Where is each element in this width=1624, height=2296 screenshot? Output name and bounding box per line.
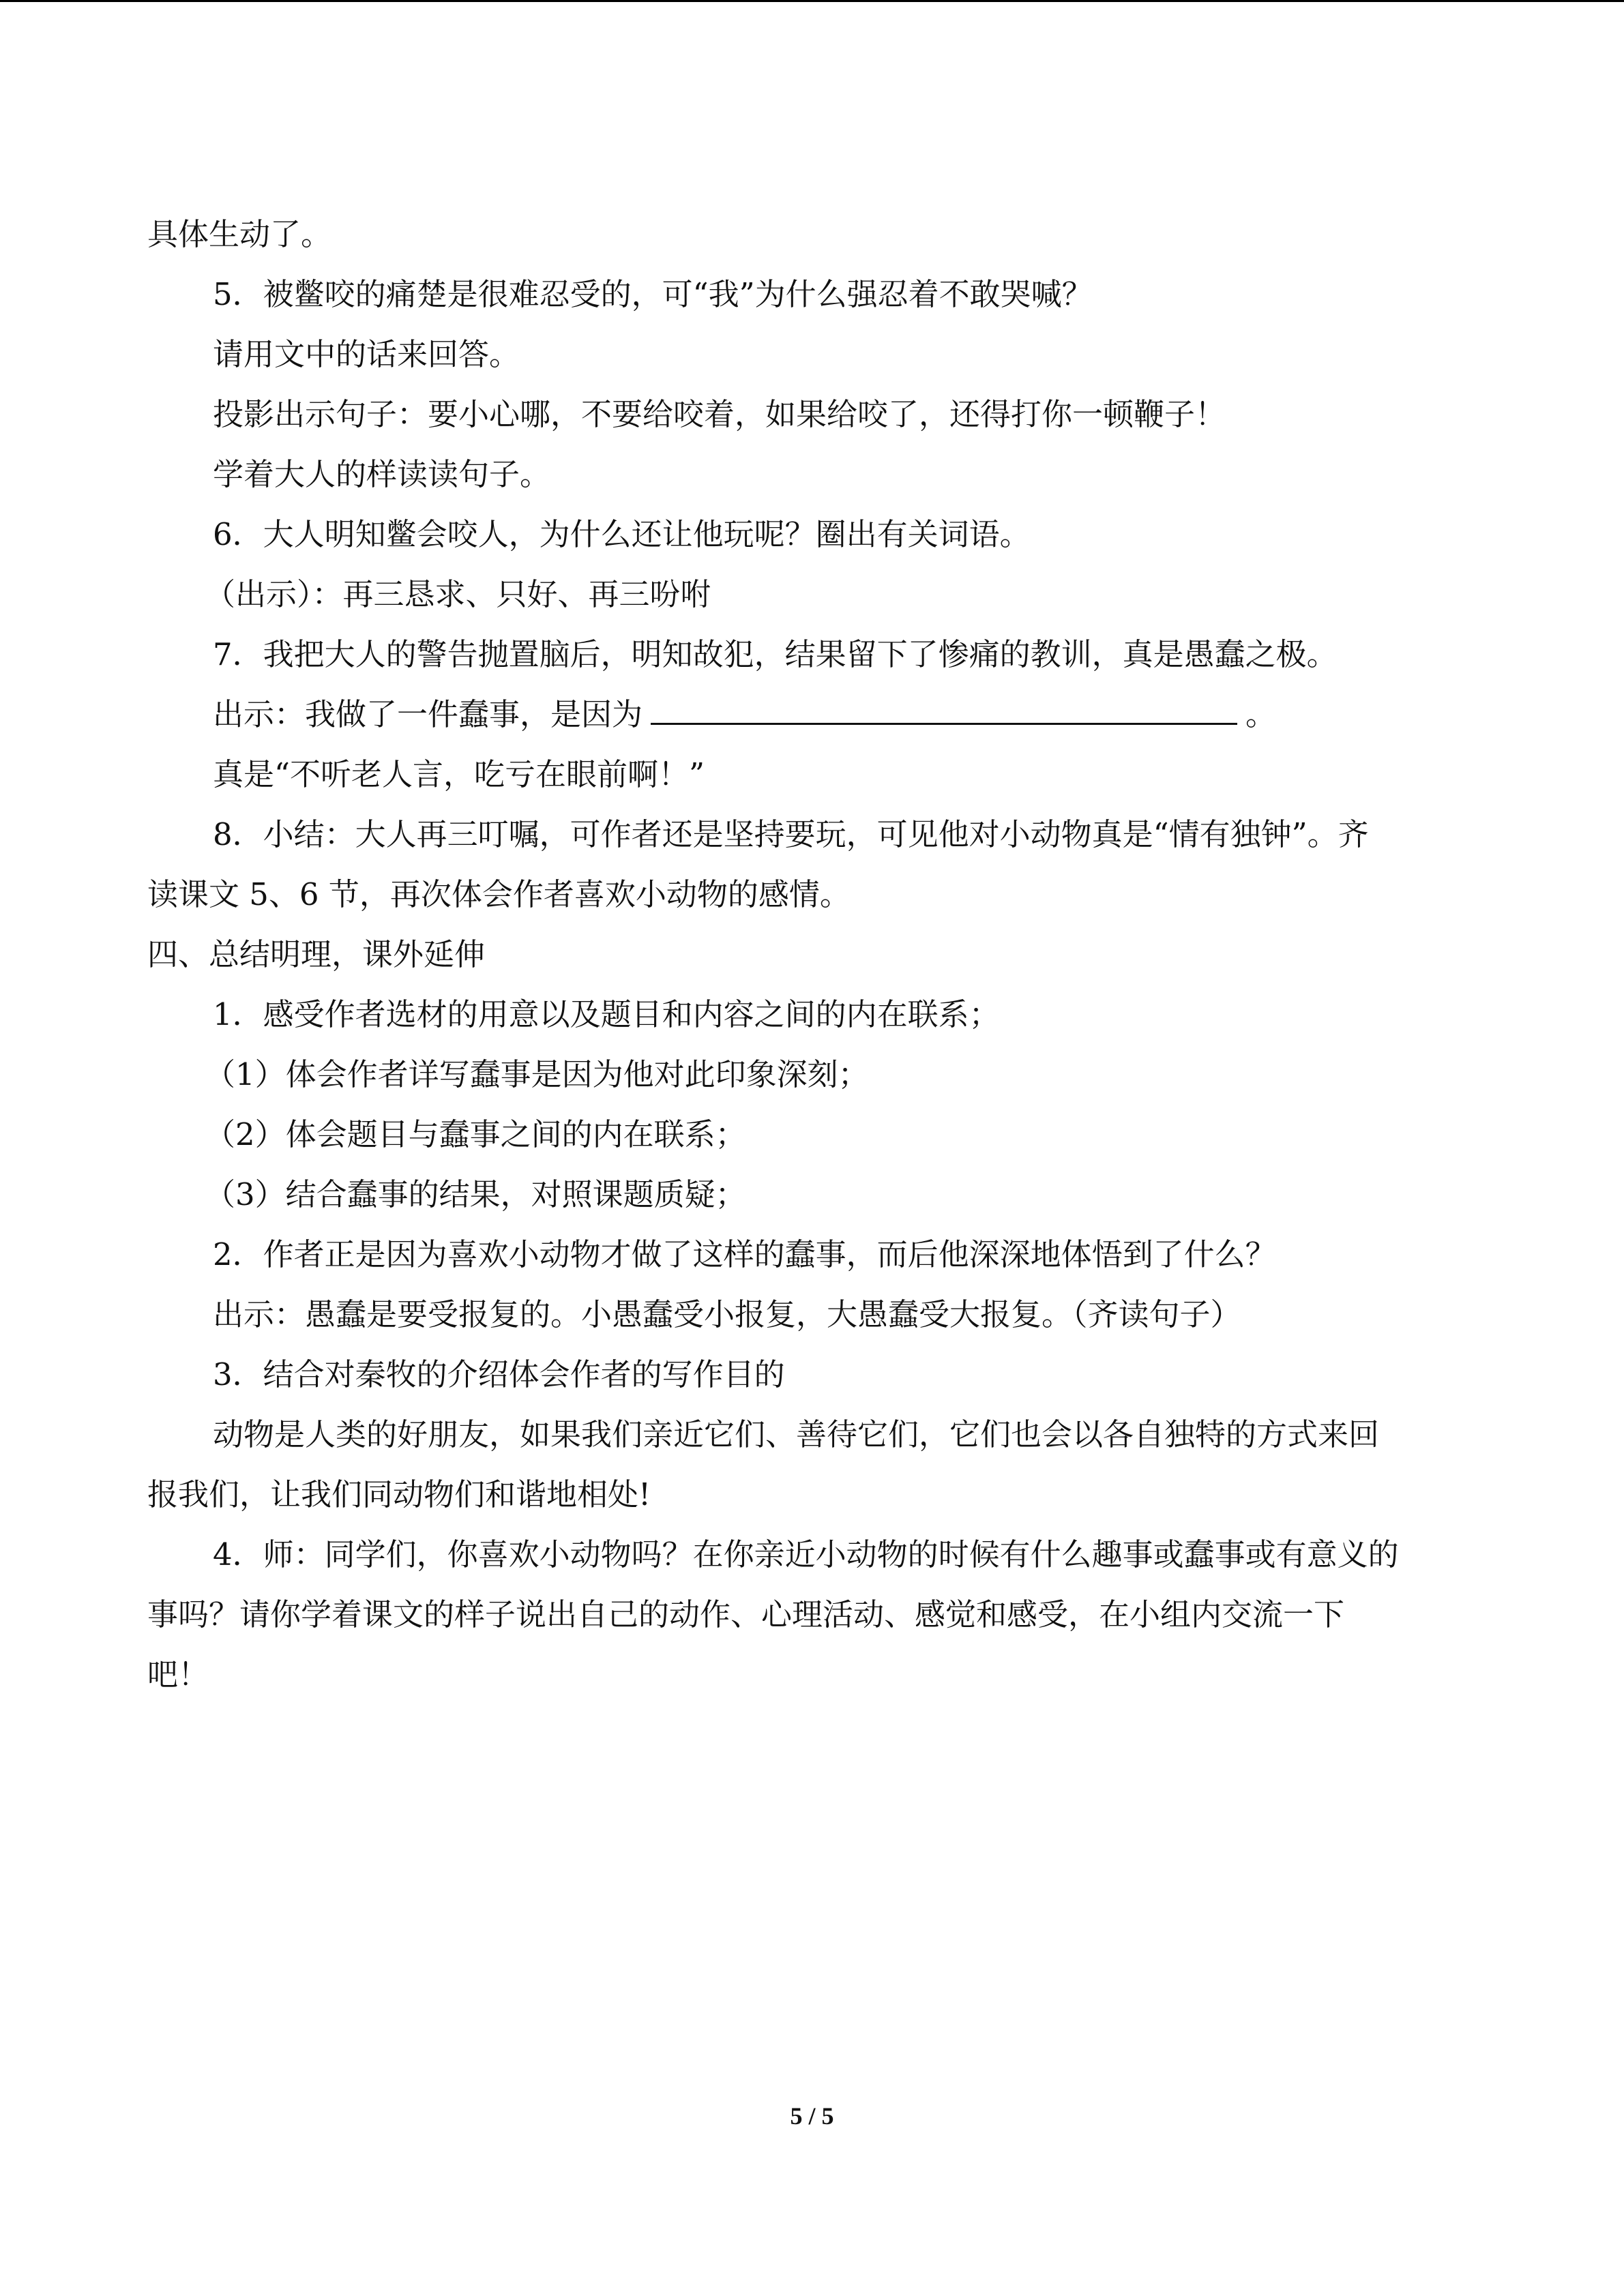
- paragraph-line: 读课文 5、6 节，再次体会作者喜欢小动物的感情。: [147, 876, 851, 912]
- document-body: [147, 205, 1484, 1705]
- summary-8: 8．小结：大人再三叮嘱，可作者还是坚持要玩，可见他对小动物真是“情有独钟”。齐: [213, 816, 1369, 852]
- item-3: 3．结合对秦牧的介绍体会作者的写作目的: [213, 1356, 785, 1392]
- page-number: 5 / 5: [790, 2102, 834, 2130]
- fill-in-sentence: [147, 685, 1484, 745]
- sub-item-3: （3）结合蠢事的结果，对照课题质疑；: [205, 1176, 746, 1212]
- question-6: 6．大人明知鳖会咬人，为什么还让他玩呢？圈出有关词语。: [213, 516, 1031, 552]
- section-heading-4: 四、总结明理，课外延伸: [147, 936, 486, 972]
- paragraph-line: （出示）：再三恳求、只好、再三吩咐: [205, 576, 711, 612]
- paragraph-line: 具体生动了。: [147, 216, 332, 252]
- paragraph-line: 动物是人类的好朋友，如果我们亲近它们、善待它们，它们也会以各自独特的方式来回: [213, 1416, 1380, 1452]
- question-5: 5．被鳖咬的痛楚是很难忍受的，可“我”为什么强忍着不敢哭喊？: [213, 276, 1093, 312]
- paragraph-line: 请用文中的话来回答。: [213, 336, 520, 372]
- item-2: 2．作者正是因为喜欢小动物才做了这样的蠢事，而后他深深地体悟到了什么？: [213, 1236, 1276, 1272]
- paragraph-line: 吧！: [147, 1656, 209, 1693]
- paragraph-line: 学着大人的样读读句子。: [213, 456, 551, 492]
- paragraph-line: 报我们，让我们同动物们和谐地相处!: [147, 1476, 651, 1512]
- paragraph-line: 投影出示句子：要小心哪，不要给咬着，如果给咬了，还得打你一顿鞭子！: [213, 396, 1226, 432]
- sub-item-1: （1）体会作者详写蠢事是因为他对此印象深刻；: [205, 1056, 869, 1092]
- item-1: 1．感受作者选材的用意以及题目和内容之间的内在联系；: [213, 996, 1000, 1032]
- page-top-border: [0, 0, 1624, 2]
- fill-in-blank: [651, 700, 1237, 725]
- question-7: 7．我把大人的警告抛置脑后，明知故犯，结果留下了惨痛的教训，真是愚蠢之极。: [213, 636, 1338, 672]
- fill-in-prompt: 出示：我做了一件蠢事，是因为: [213, 696, 643, 732]
- paragraph-line: 真是“不听老人言，吃亏在眼前啊！”: [213, 756, 705, 792]
- sub-item-2: （2）体会题目与蠢事之间的内在联系；: [205, 1116, 746, 1152]
- fill-in-period: 。: [1245, 696, 1277, 732]
- paragraph-line: 事吗？请你学着课文的样子说出自己的动作、心理活动、感觉和感受，在小组内交流一下: [147, 1596, 1345, 1632]
- item-4: 4．师：同学们，你喜欢小动物吗？在你亲近小动物的时候有什么趣事或蠢事或有意义的: [213, 1536, 1399, 1572]
- paragraph-line: 出示：愚蠢是要受报复的。小愚蠢受小报复，大愚蠢受大报复。（齐读句子）: [213, 1296, 1241, 1332]
